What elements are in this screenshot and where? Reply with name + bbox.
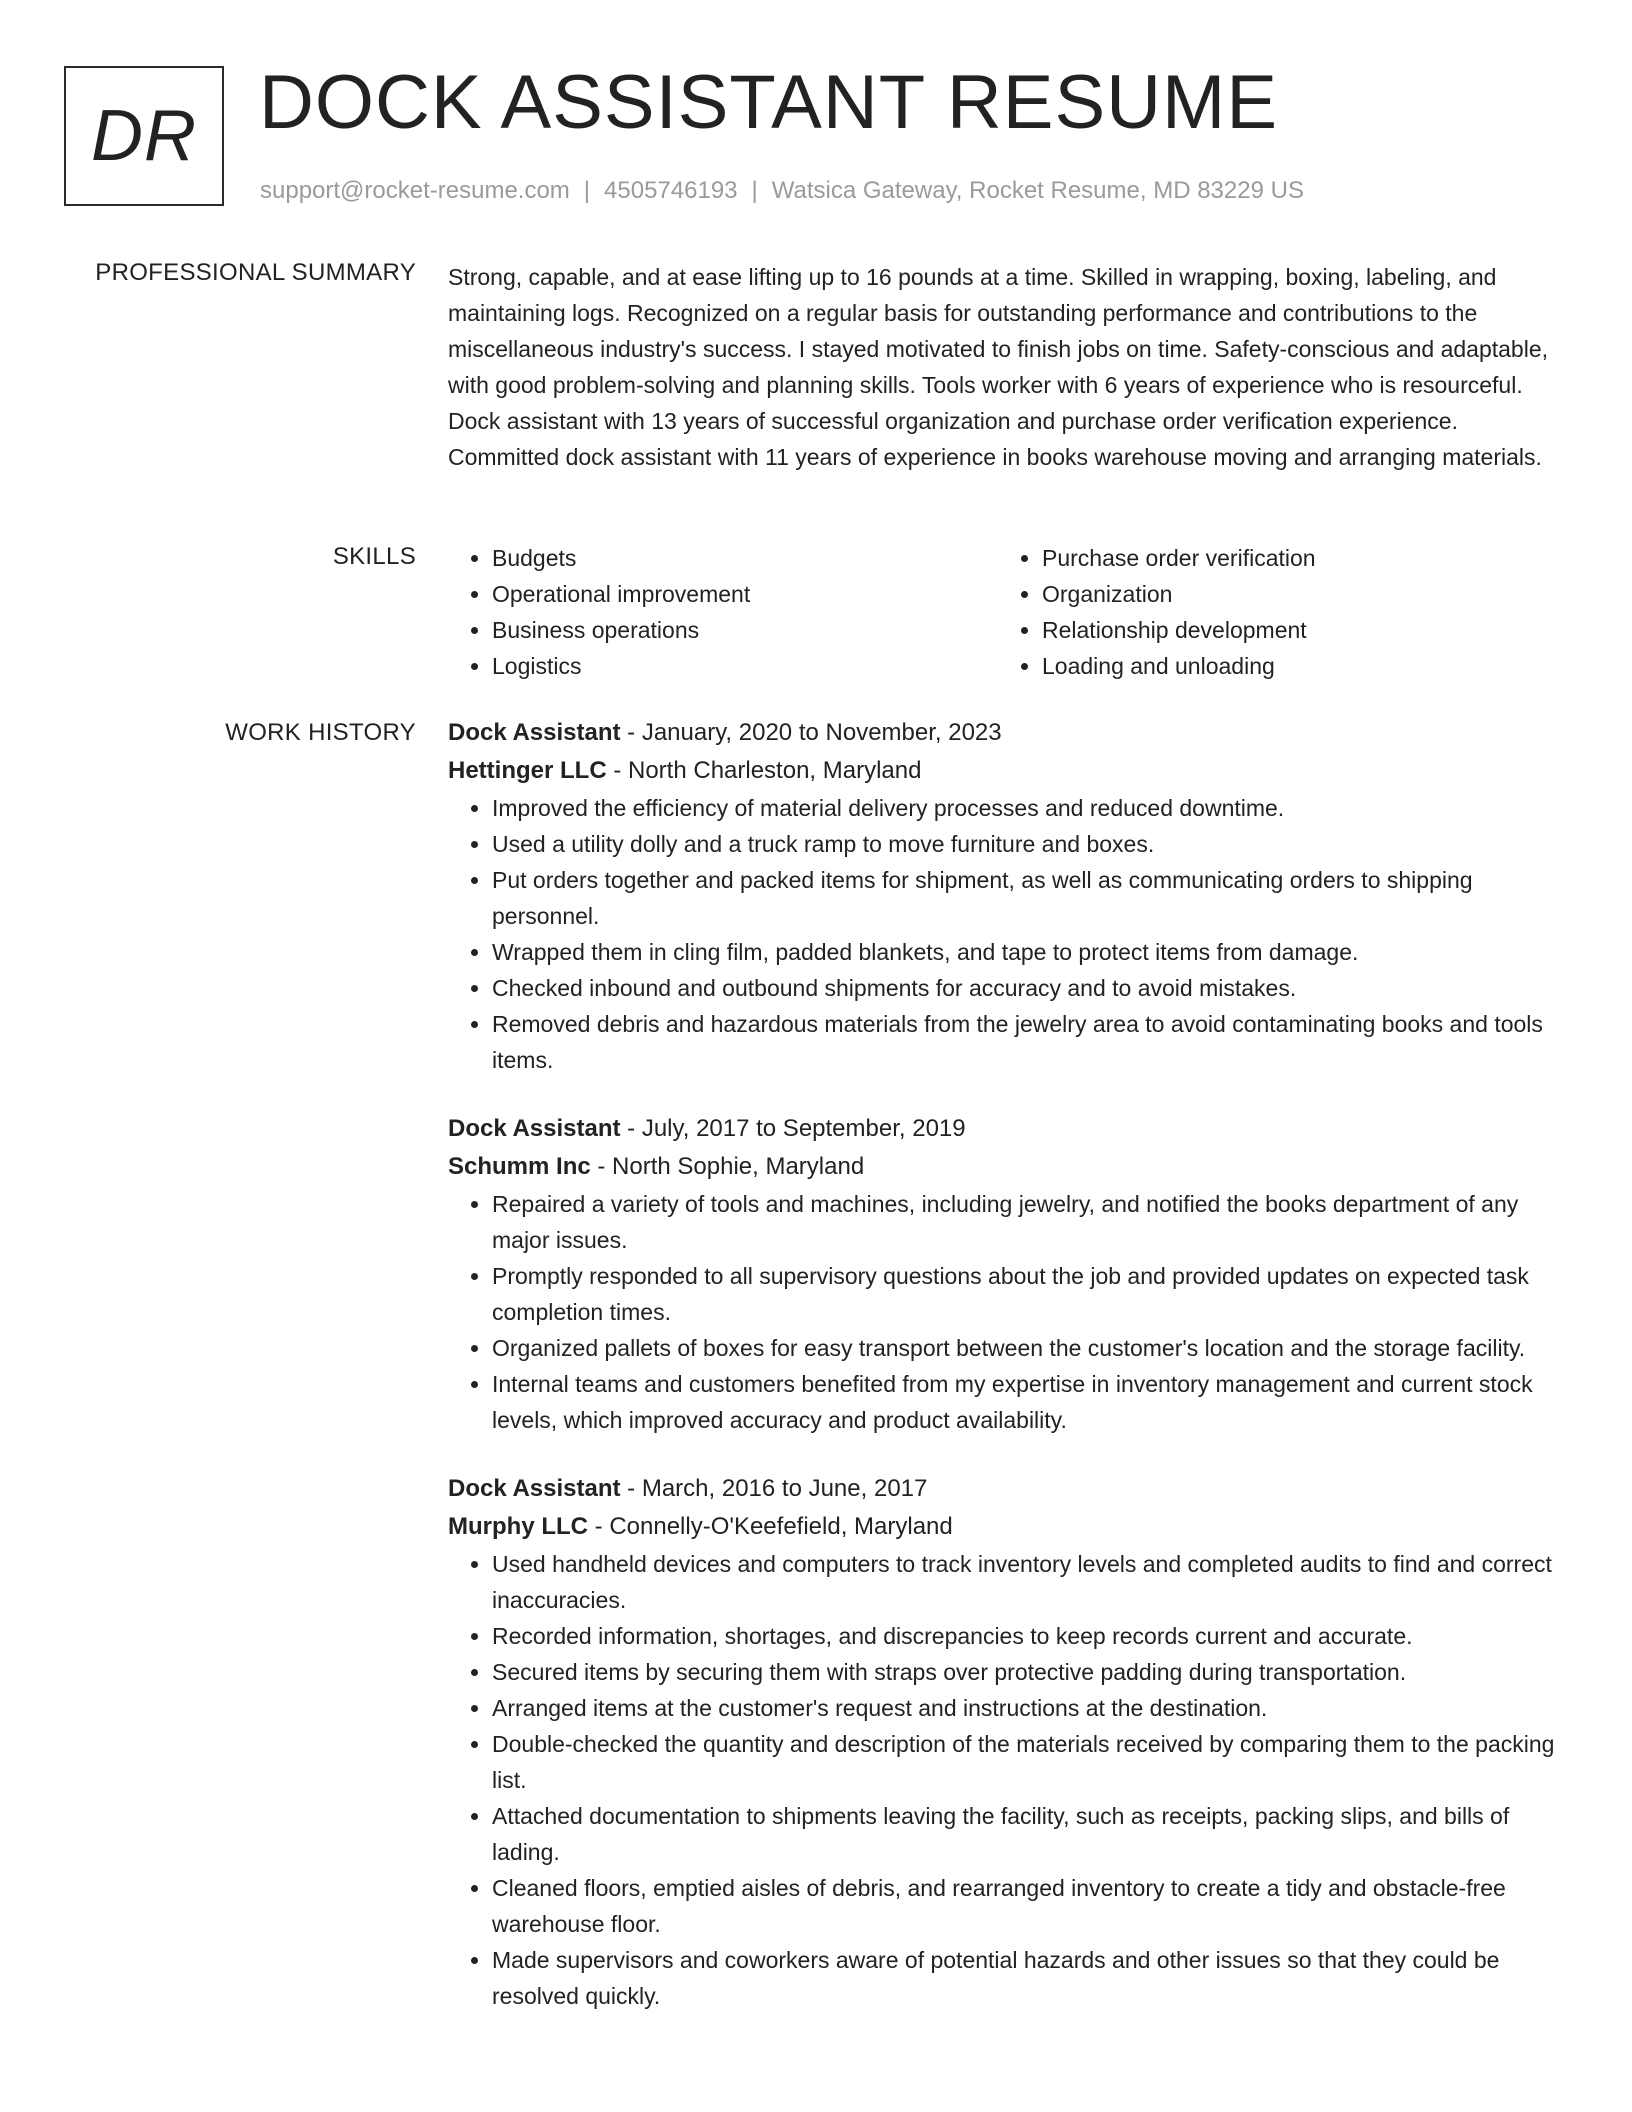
job-title-line <box>448 1110 1566 1148</box>
job-title: Dock Assistant <box>448 719 621 746</box>
skill-item: • Organization <box>1042 576 1548 612</box>
job-company-line <box>448 1508 1566 1546</box>
job-company-line <box>448 1148 1566 1186</box>
job-company: Hettinger LLC <box>448 757 607 784</box>
job-duty: • Internal teams and customers benefited from my expertise in inventory management and current stock levels, which improved accuracy and product availability. <box>492 1366 1566 1438</box>
job-duty: • Double-checked the quantity and description of the materials received by comparing them to the packing list. <box>492 1726 1566 1798</box>
job-dates: - January, 2020 to November, 2023 <box>620 719 1002 746</box>
job-location: - Connelly-O'Keefefield, Maryland <box>587 1513 953 1540</box>
skill-item: • Operational improvement <box>492 576 998 612</box>
job-dates: - July, 2017 to September, 2019 <box>620 1115 966 1142</box>
job-duty: • Repaired a variety of tools and machines, including jewelry, and notified the books department of any major issues. <box>492 1186 1566 1258</box>
job-company: Schumm Inc <box>448 1153 591 1180</box>
contact-separator: | <box>751 177 758 204</box>
job-title-line <box>448 1470 1566 1508</box>
summary-body <box>448 259 1566 475</box>
job-duty: • Attached documentation to shipments leaving the facility, such as receipts, packing slips, and bills of lading. <box>492 1798 1566 1870</box>
skills-list-left <box>448 540 998 684</box>
contact-email: support@rocket-resume.com <box>260 177 570 204</box>
job-duty: • Promptly responded to all supervisory questions about the job and provided updates on expected task completion times. <box>492 1258 1566 1330</box>
job-duty: • Improved the efficiency of material delivery processes and reduced downtime. <box>492 790 1566 826</box>
work-history-heading: WORK HISTORY <box>225 719 416 746</box>
skill-item: • Loading and unloading <box>1042 648 1548 684</box>
job-duty: • Recorded information, shortages, and discrepancies to keep records current and accurate. <box>492 1618 1566 1654</box>
job-location: - North Sophie, Maryland <box>590 1153 865 1180</box>
skill-item: • Relationship development <box>1042 612 1548 648</box>
job-duty: • Checked inbound and outbound shipments for accuracy and to avoid mistakes. <box>492 970 1566 1006</box>
summary-text: Strong, capable, and at ease lifting up to 16 pounds at a time. Skilled in wrapping, boxing, labeling, and maintaining logs. Recognized on a regular basis for outstanding performance and contributions to the miscellaneous industry's success. I stayed motivated to finish jobs on time. Safety-conscious and adaptable, with good problem-solving and planning skills. Tools worker with 6 years of experience who is resourceful. Dock assistant with 13 years of successful organization and purchase order verification experience. Committed dock assistant with 11 years of experience in books warehouse moving and arranging materials. <box>448 264 1549 470</box>
skill-item: • Budgets <box>492 540 998 576</box>
job-duty: • Secured items by securing them with straps over protective padding during transportation. <box>492 1654 1566 1690</box>
skills-list-right <box>998 540 1548 684</box>
contact-separator: | <box>583 177 591 204</box>
skills-heading: SKILLS <box>332 543 416 570</box>
job-duty: • Wrapped them in cling film, padded blankets, and tape to protect items from damage. <box>492 934 1566 970</box>
skill-item: • Logistics <box>492 648 998 684</box>
job-duty: • Used a utility dolly and a truck ramp to move furniture and boxes. <box>492 826 1566 862</box>
job-duty: • Used handheld devices and computers to track inventory levels and completed audits to find and correct inaccuracies. <box>492 1546 1566 1618</box>
job-duty: • Arranged items at the customer's request and instructions at the destination. <box>492 1690 1566 1726</box>
work-history-body <box>448 714 1566 2014</box>
contact-phone: 4505746193 <box>604 177 738 204</box>
summary-heading: PROFESSIONAL SUMMARY <box>95 259 416 286</box>
job-company-line <box>448 752 1566 790</box>
contact-address: Watsica Gateway, Rocket Resume, MD 83229 US <box>771 177 1304 204</box>
job-title-line <box>448 714 1566 752</box>
skill-item: • Business operations <box>492 612 998 648</box>
job-company: Murphy LLC <box>448 1513 588 1540</box>
resume-title: DOCK ASSISTANT RESUME <box>259 60 1279 145</box>
job-duty: • Put orders together and packed items for shipment, as well as communicating orders to shipping personnel. <box>492 862 1566 934</box>
job-duty: • Made supervisors and coworkers aware of potential hazards and other issues so that they could be resolved quickly. <box>492 1942 1566 2014</box>
job-title: Dock Assistant <box>448 1475 621 1502</box>
job-title: Dock Assistant <box>448 1115 621 1142</box>
skill-item: • Purchase order verification <box>1042 540 1548 576</box>
job-dates: - March, 2016 to June, 2017 <box>620 1475 928 1502</box>
job-duty: • Removed debris and hazardous materials from the jewelry area to avoid contaminating books and tools items. <box>492 1006 1566 1078</box>
job-entry <box>448 1470 1566 2014</box>
job-duties-list <box>448 1546 1566 2014</box>
skills-body <box>448 540 1566 684</box>
job-duties-list <box>448 790 1566 1078</box>
contact-line <box>260 176 1304 206</box>
monogram-logo: DR <box>64 66 224 206</box>
job-location: - North Charleston, Maryland <box>606 757 922 784</box>
job-entry <box>448 714 1566 1078</box>
job-entry <box>448 1110 1566 1438</box>
job-duty: • Organized pallets of boxes for easy transport between the customer's location and the storage facility. <box>492 1330 1566 1366</box>
job-duties-list <box>448 1186 1566 1438</box>
job-duty: • Cleaned floors, emptied aisles of debris, and rearranged inventory to create a tidy and obstacle-free warehouse floor. <box>492 1870 1566 1942</box>
